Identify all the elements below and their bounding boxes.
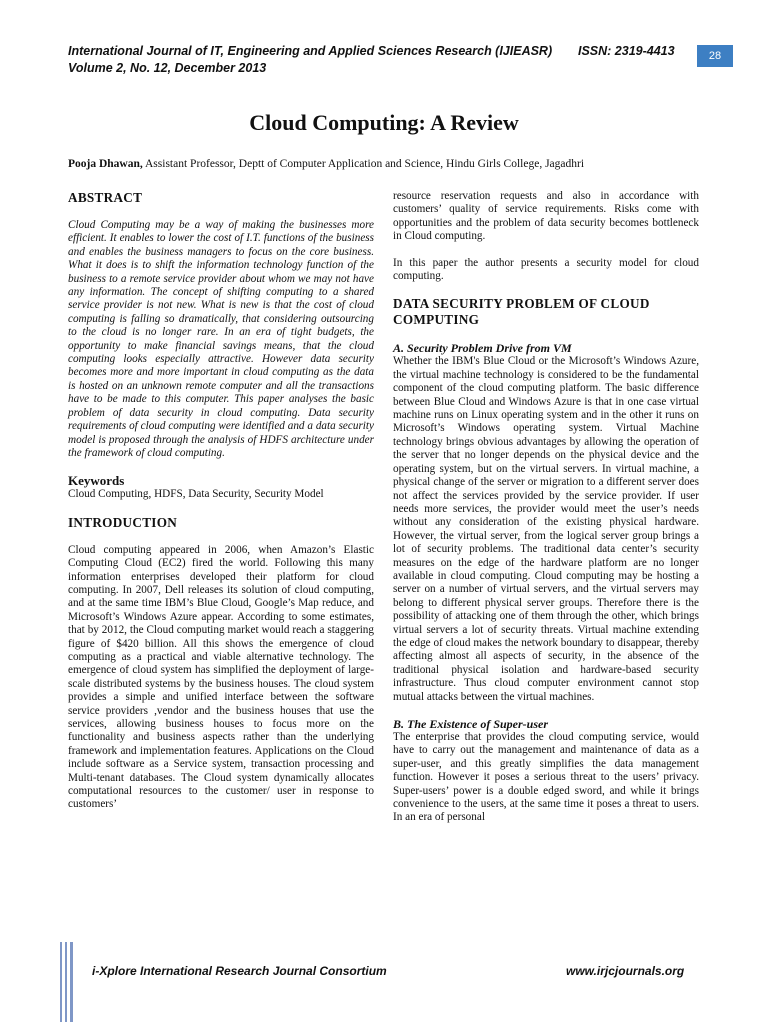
left-column [68,190,374,825]
subsection-b-heading: B. The Existence of Super-user [393,717,549,731]
author-affiliation: Assistant Professor, Deptt of Computer Application and Science, Hindu Girls College, Jagadhri [142,158,585,170]
issn: ISSN: 2319-4413 [578,44,675,58]
keywords-heading: Keywords [68,473,125,489]
right-column [393,190,699,838]
abstract-heading: ABSTRACT [68,190,143,205]
author-line [68,158,584,170]
paper-intent-text: In this paper the author presents a security model for cloud computing. [393,256,699,283]
introduction-text: Cloud computing appeared in 2006, when Amazon’s Elastic Computing Cloud (EC2) fired the world. Following this many information enterprises developed their platform for cloud computing. In 2007, Dell releases its solution of cloud computing, and at the same time IBM’s Blue Cloud, Google’s Map reduce, and Microsoft’s Windows Azure appear. According to some estimates, that by 2012, the Cloud computing market would reach a staggering figure of $420 billion. All this shows the emergence of cloud computing as a practical and viable alternative technology. The emergence of cloud system has simplified the deployment of large-scale distributed systems by the business houses. The cloud system provides a simple and unified interface between the software service providers ,vendor and the business houses that use the services, allowing business houses to focus more on the functionality and business aspects rather than the underlying framework and implementation features. Applications on the Cloud include software as a Service system, transaction processing and Multi-tenant databases. The Cloud system dynamically allocates computational resources to the customer/ user in response to customers’ [68,543,374,811]
author-name: Pooja Dhawan, [68,158,143,170]
subsection-a-heading: A. Security Problem Drive from VM [393,341,572,356]
paper-title: Cloud Computing: A Review [249,110,519,135]
journal-title: International Journal of IT, Engineering and Applied Sciences Research (IJIEASR) [68,44,553,58]
introduction-heading: INTRODUCTION [68,514,178,530]
page-number-badge: 28 [697,45,733,67]
continuation-text: resource reservation requests and also in accordance with customers’ quality of service requirements. Risks come with opportunities and the problem of data security becomes bottleneck in Cloud computing. [393,190,699,243]
footer-consortium: i-Xplore International Research Journal Consortium [92,964,387,978]
footer-website[interactable]: www.irjcjournals.org [566,964,685,978]
keywords-text: Cloud Computing, HDFS, Data Security, Security Model [68,488,324,501]
volume-info: Volume 2, No. 12, December 2013 [68,61,267,75]
subsection-b-text: The enterprise that provides the cloud computing service, would have to carry out the management and maintenance of data as a super-user, and this greatly simplifies the data management function. However it poses a serious threat to the users’ privacy. Super-users’ power is a double edged sword, and while it brings convenience to the users, at the same time it poses a threat to users. In an era of personal [393,731,699,824]
section-heading: DATA SECURITY PROBLEM OF CLOUD COMPUTING [393,296,650,328]
abstract-text: Cloud Computing may be a way of making the businesses more efficient. It enables to lower the cost of I.T. functions of the business and enables the business managers to focus on the core business. What it does is to shift the information technology function of the business to a remote service provider about whom we may not have any information. The concept of shifting computing to a shared service provider is not new. What is new is that the cost of cloud computing is falling so dramatically, that considering outsourcing to the cloud is no longer rare. In an era of tight budgets, the opportunity to make financial savings means, that the cloud computing looks especially attractive. However data security becomes more and more important in cloud computing as the data is hosted on an unknown remote computer and all the transactions have to be made to this computer. This paper analyses the basic problem of data security in cloud computing. Data security requirements of cloud computing were identified and a data security model is proposed through the analysis of HDFS architecture under the framework of cloud computing. [68,219,374,459]
subsection-a-text: Whether the IBM's Blue Cloud or the Microsoft’s Windows Azure, the virtual machine technology is considered to be the fundamental component of the cloud computing platform. The basic difference between Blue Cloud and Windows Azure is that in one case virtual machine runs on Linux operating system and in the other it runs on Microsoft’s Windows operating system. Virtual Machine technology brings obvious advantages by allowing the operation of the server that no longer depends on the physical device and the operating system, but on the virtual servers. In virtual machine, a physical change of the server or migration to a different server does not affect the services provided by the service provider. If user needs more services, the provider would meet the user’s needs without any consideration of the existing physical hardware. However, the virtual server, from the logical server group brings a lot of security problems. The traditional data center’s security measures on the edge of the hardware platform are no longer available in cloud computing. Cloud computing may be hosting a server on a number of virtual servers, and the virtual servers may belong to different physical server groups. Therefore there is the possibility of attacking one of them through the other, which brings virtual servers a lot of security threats. Virtual machine extending the edge of cloud makes the network boundary to disappear, thereby affecting almost all aspects of security, in the absence of the traditional physical isolation and hardware-based security infrastructure. Thus cloud computer environment cannot stop mutual attacks between the virtual machines. [393,355,699,703]
